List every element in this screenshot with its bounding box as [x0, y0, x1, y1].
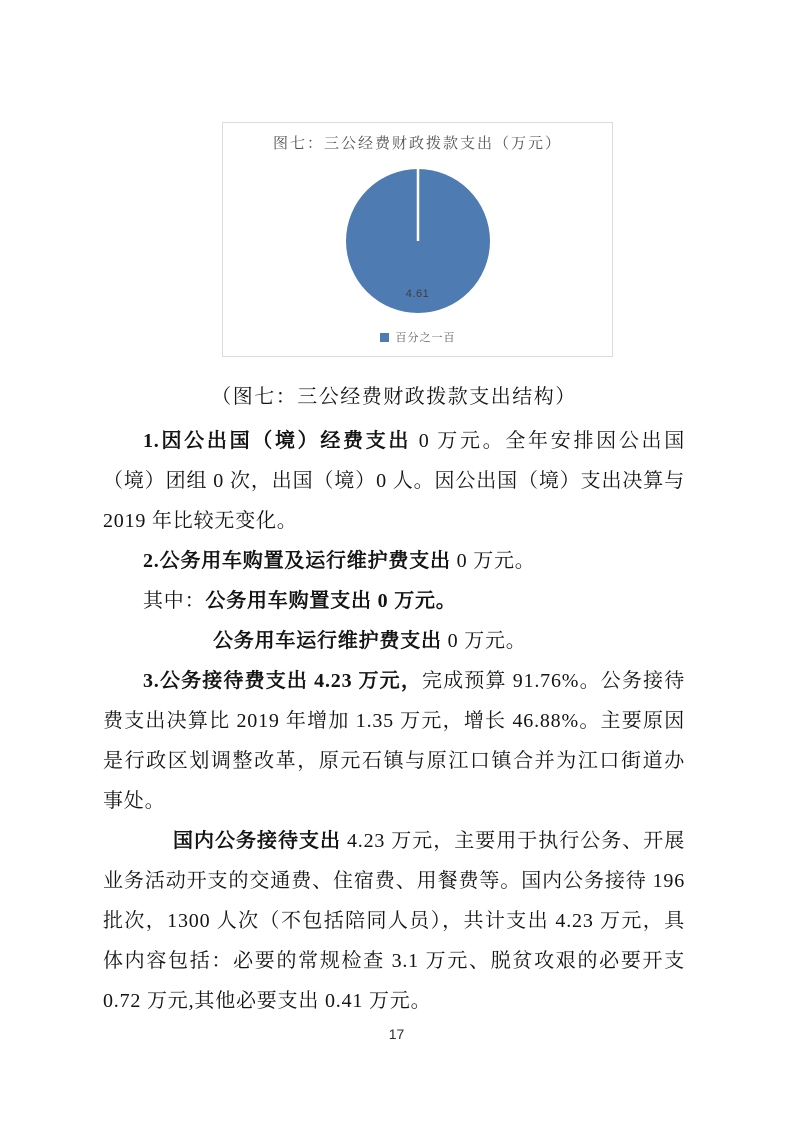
paragraph [103, 621, 685, 661]
text-segment: 0 万元。 [450, 550, 536, 572]
bold-text-segment: 国内公务接待支出 [173, 830, 341, 852]
page-number: 17 [388, 1026, 405, 1042]
text-segment: 4.23 万元，主要用于执行公务、开展业务活动开支的交通费、住宿费、用餐费等。国内公务接待 196 批次，1300 人次（不包括陪同人员），共计支出 4.23 万元，具体内容包括：必要的常规检查 3.1 万元、脱贫攻艰的必要开支 0.72 万元,其他必要支出 0.41 万元。 [103, 830, 685, 1012]
bold-text-segment: 1.因公出国（境）经费支出 [143, 430, 412, 452]
chart-title: 图七：三公经费财政拨款支出（万元） [272, 136, 562, 152]
paragraph [103, 821, 685, 1021]
text-segment: 0 万元。 [441, 630, 527, 652]
legend-label: 百分之一百 [395, 332, 456, 344]
pie-chart-figure [222, 122, 613, 357]
bold-text-segment: 2.公务用车购置及运行维护费支出 [143, 550, 451, 572]
bold-text-segment: 公务用车运行维护费支出 [213, 630, 442, 652]
text-segment: 完成预算 91.76%。公务接待费支出决算比 2019 年增加 1.35 万元，增长 46.88%。主要原因是行政区划调整改革，原元石镇与原江口镇合并为江口街道办事处。 [103, 670, 685, 812]
text-segment: 0 万元。全年安排因公出国（境）团组 0 次，出国（境）0 人。因公出国（境）支出决算与 2019 年比较无变化。 [103, 430, 686, 532]
bold-text-segment: 3.公务接待费支出 4.23 万元， [143, 670, 422, 692]
paragraph [103, 661, 685, 821]
paragraph [103, 541, 685, 581]
pie-data-label: 4.61 [405, 288, 430, 300]
bold-text-segment: 公务用车购置支出 0 万元。 [205, 590, 457, 612]
paragraph [103, 581, 685, 621]
legend-color-swatch-icon [380, 333, 389, 342]
figure-caption: （图七：三公经费财政拨款支出结构） [211, 386, 577, 408]
paragraph [103, 421, 685, 541]
pie-chart-svg [223, 123, 612, 356]
text-segment: 其中： [143, 590, 206, 612]
body-paragraphs [103, 421, 685, 1021]
chart-legend [223, 329, 612, 345]
